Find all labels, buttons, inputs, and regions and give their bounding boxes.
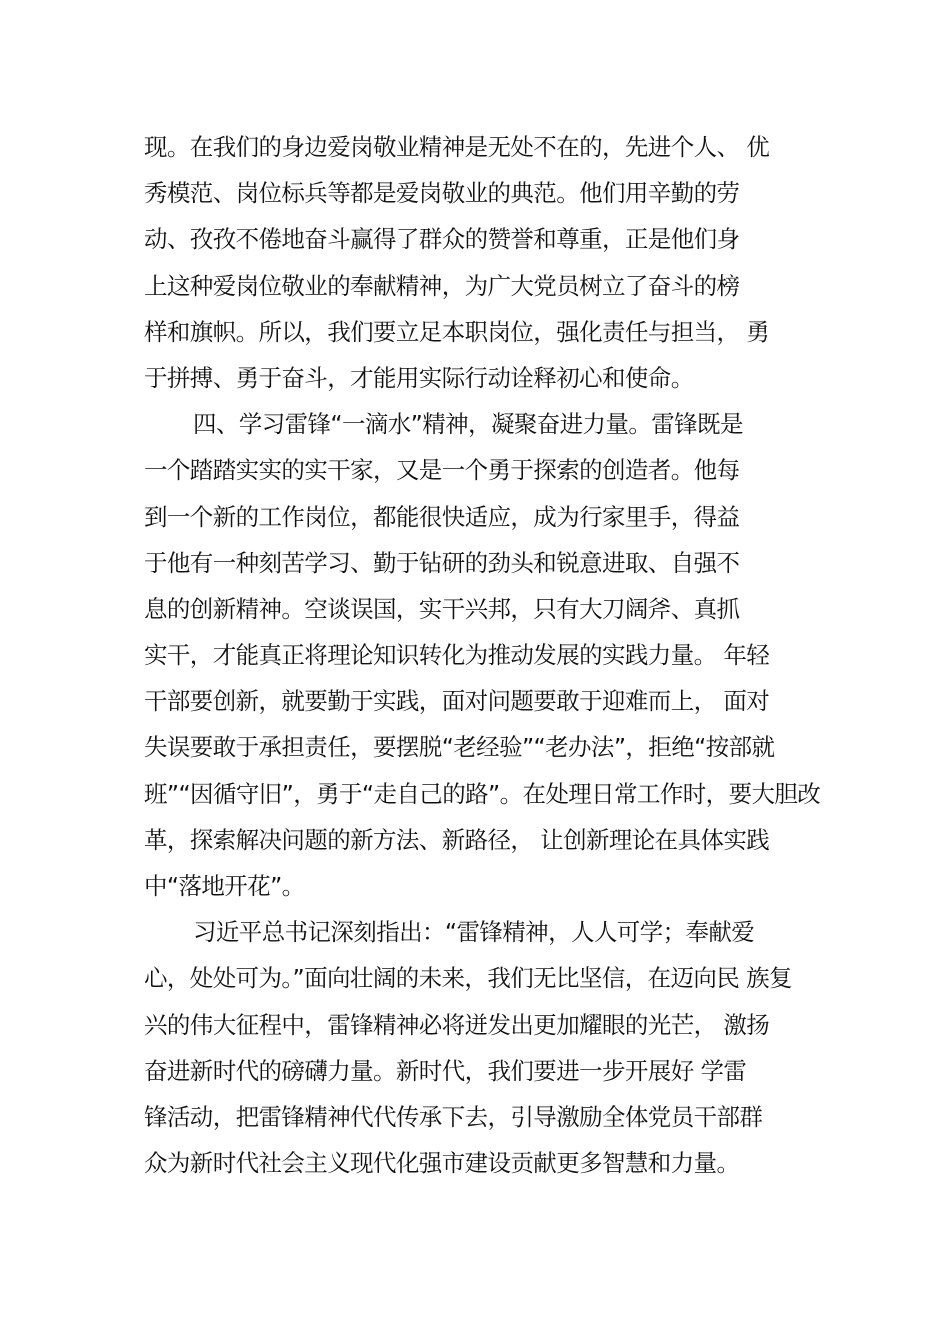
text-line: 奋进新时代的磅礴力量。新时代，我们要进一步开展好 学雷 xyxy=(144,1056,747,1085)
text-line: 众为新时代社会主义现代化强市建设贡献更多智慧和力量。 xyxy=(144,1149,740,1178)
section-heading-line: 四、学习雷锋“一滴水”精神，凝聚奋进力量。雷锋既是 xyxy=(193,410,743,439)
text-line: 动、孜孜不倦地奋斗赢得了群众的赞誉和尊重，正是他们身 xyxy=(144,225,740,254)
text-line: 干部要创新，就要勤于实践，面对问题要敢于迎难而上， 面对 xyxy=(144,687,770,716)
text-line: 心，处处可为。”面向壮阔的未来，我们无比坚信，在迈向民 族复 xyxy=(144,964,792,993)
text-line: 兴的伟大征程中，雷锋精神必将迸发出更加耀眼的光芒， 激扬 xyxy=(144,1010,770,1039)
text-line: 一个踏踏实实的实干家，又是一个勇于探索的创造者。他每 xyxy=(144,456,740,485)
paragraph-start-line: 习近平总书记深刻指出：“雷锋精神，人人可学；奉献爱 xyxy=(193,918,755,947)
text-line: 息的创新精神。空谈误国，实干兴邦，只有大刀阔斧、真抓 xyxy=(144,594,740,623)
text-line: 于拼搏、勇于奋斗，才能用实际行动诠释初心和使命。 xyxy=(144,363,694,392)
text-line: 于他有一种刻苦学习、勤于钻研的劲头和锐意进取、自强不 xyxy=(144,548,740,577)
text-line: 样和旗帜。所以，我们要立足本职岗位，强化责任与担当， 勇 xyxy=(144,317,770,346)
text-line: 秀模范、岗位标兵等都是爱岗敬业的典范。他们用辛勤的劳 xyxy=(144,179,740,208)
text-line: 锋活动，把雷锋精神代代传承下去，引导激励全体党员干部群 xyxy=(144,1102,763,1131)
text-line: 上这种爱岗位敬业的奉献精神，为广大党员树立了奋斗的榜 xyxy=(144,271,740,300)
text-line: 班”“因循守旧”，勇于“走自己的路”。在处理日常工作时，要大胆改 xyxy=(144,779,821,808)
text-line: 实干，才能真正将理论知识转化为推动发展的实践力量。 年轻 xyxy=(144,641,770,670)
text-line: 现。在我们的身边爱岗敬业精神是无处不在的，先进个人、 优 xyxy=(144,133,770,161)
body-text xyxy=(144,124,844,1186)
text-line: 中“落地开花”。 xyxy=(144,872,305,900)
text-line: 革，探索解决问题的新方法、新路径， 让创新理论在具体实践 xyxy=(144,825,770,854)
text-line: 到一个新的工作岗位，都能很快适应，成为行家里手，得益 xyxy=(144,502,740,531)
text-line: 失误要敢于承担责任，要摆脱“老经验”“老办法”，拒绝“按部就 xyxy=(144,733,775,762)
